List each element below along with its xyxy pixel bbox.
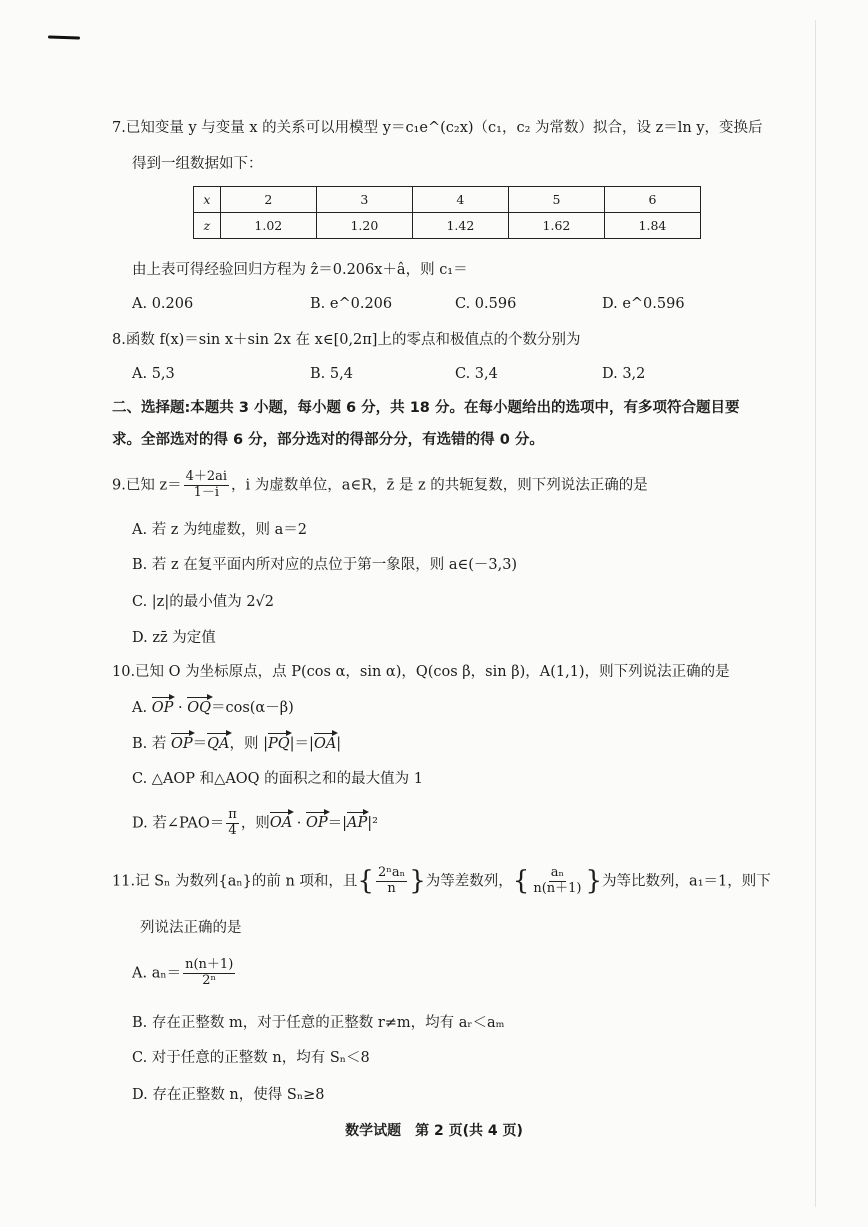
vector-OP: OP: [170, 736, 193, 752]
vector-OP: OP: [306, 815, 328, 832]
table-cell: 1.42: [412, 213, 508, 239]
page-footer: 数学试题 第 2 页(共 4 页): [345, 1123, 523, 1139]
section2-heading: 二、选择题:本题共 3 小题，每小题 6 分，共 18 分。在每小题给出的选项中，有多项符合题目要: [112, 400, 740, 416]
q10-option-b-then: ，则 |: [229, 736, 268, 752]
vector-OA: OA: [269, 815, 293, 832]
q10-option-b-prefix: B. 若: [132, 736, 167, 752]
q9-stem-prefix: 9.已知 z＝: [112, 477, 182, 494]
q10-option-d-fraction: [226, 808, 239, 839]
q11-stem: [112, 866, 771, 897]
q9-option-a: A. 若 z 为纯虚数，则 a＝2: [132, 522, 308, 538]
q7-stem-line3: 由上表可得经验回归方程为 ẑ＝0.206x＋â，则 c₁＝: [132, 262, 468, 278]
q7-option-b: B. e^0.206: [310, 296, 393, 312]
q11-fraction-1: [376, 866, 407, 897]
table-cell: z: [194, 213, 221, 239]
section2-instructions: 求。全部选对的得 6 分，部分选对的得部分分，有选错的得 0 分。: [112, 432, 544, 448]
table-cell: 1.84: [604, 213, 700, 239]
frac-num: aₙ: [550, 865, 565, 881]
q8-option-a: A. 5,3: [132, 366, 175, 382]
table-cell: 3: [316, 187, 412, 213]
q11-option-a-fraction: [183, 958, 235, 989]
q10-option-a: A. OP · OQ＝cos(α－β): [132, 700, 294, 716]
q7-option-a: A. 0.206: [132, 296, 194, 312]
q9-frac-num: 4＋2ai: [185, 469, 228, 484]
frac-num: π: [228, 807, 237, 822]
q10-option-b-end: |: [336, 736, 342, 752]
right-brace: }: [585, 866, 603, 896]
vector-PQ: PQ: [268, 736, 290, 752]
q11-option-a-prefix: A. aₙ＝: [132, 965, 182, 982]
table-cell: x: [194, 187, 221, 213]
frac-num: n(n＋1): [185, 957, 234, 972]
frac-num: 2ⁿaₙ: [377, 865, 406, 881]
q11-stem-prefix: 11.记 Sₙ 为数列{aₙ}的前 n 项和，且: [112, 873, 358, 890]
q9-fraction: [184, 470, 229, 501]
q7-option-c: C. 0.596: [455, 296, 517, 312]
vector-OP: OP: [151, 700, 174, 716]
table-cell: 5: [508, 187, 604, 213]
vector-OA: OA: [313, 736, 337, 752]
q8-stem: 8.函数 f(x)＝sin x＋sin 2x 在 x∈[0,2π]上的零点和极值点的个数分别为: [112, 332, 581, 348]
q10-option-b-eq2: |＝|: [289, 736, 314, 752]
q8-option-b: B. 5,4: [310, 366, 353, 382]
q11-stem-suffix: 为等比数列，a₁＝1，则下: [602, 873, 771, 890]
q7-stem-line2: 得到一组数据如下：: [132, 156, 263, 172]
table-cell: 4: [412, 187, 508, 213]
frac-den: n: [387, 881, 396, 897]
table-cell: 1.20: [316, 213, 412, 239]
q10-stem: 10.已知 O 为坐标原点，点 P(cos α，sin α)，Q(cos β，sin β)，A(1,1)，则下列说法正确的是: [112, 664, 730, 680]
table-cell: 6: [604, 187, 700, 213]
q10-option-c: C. △AOP 和△AOQ 的面积之和的最大值为 1: [132, 771, 424, 787]
q10-option-a-text: ＝cos(α－β): [210, 700, 294, 716]
q11-option-d: D. 存在正整数 n，使得 Sₙ≥8: [132, 1087, 325, 1103]
frac-den: 2ⁿ: [202, 972, 217, 988]
q7-data-table: [193, 186, 701, 239]
right-brace: }: [409, 866, 426, 896]
q10-option-d-mid: ，则: [240, 815, 270, 832]
table-row: [194, 187, 701, 213]
table-cell: 1.62: [508, 213, 604, 239]
q9-stem: [112, 470, 648, 501]
q9-option-b: B. 若 z 在复平面内所对应的点位于第一象限，则 a∈(－3,3): [132, 557, 518, 573]
left-brace: {: [357, 866, 374, 896]
table-cell: 1.02: [220, 213, 316, 239]
q8-option-c: C. 3,4: [455, 366, 498, 382]
vector-AP: AP: [347, 815, 368, 832]
left-brace: {: [512, 866, 530, 896]
q7-stem-line1: 7.已知变量 y 与变量 x 的关系可以用模型 y＝c₁e^(c₂x)（c₁，c₂ 为常数）拟合，设 z＝ln y，变换后: [112, 120, 763, 136]
page-edge-line: [815, 20, 816, 1207]
q10-option-b: [132, 736, 341, 753]
vector-OQ: OQ: [187, 700, 211, 716]
vector-QA: QA: [207, 736, 230, 752]
q7-option-d: D. e^0.596: [602, 296, 685, 312]
q9-stem-suffix: ，i 为虚数单位，a∈R，z̄ 是 z 的共轭复数，则下列说法正确的是: [231, 477, 648, 494]
q11-option-c: C. 对于任意的正整数 n，均有 Sₙ＜8: [132, 1050, 370, 1066]
frac-den: 4: [228, 822, 237, 838]
table-cell: 2: [220, 187, 316, 213]
scan-mark: [48, 35, 80, 39]
q10-option-d-prefix: D. 若∠PAO＝: [132, 815, 225, 832]
q11-fraction-2: [531, 866, 583, 897]
q11-stem-line2: 列说法正确的是: [140, 920, 242, 936]
q11-option-b: B. 存在正整数 m，对于任意的正整数 r≠m，均有 aᵣ＜aₘ: [132, 1015, 505, 1031]
q8-option-d: D. 3,2: [602, 366, 646, 382]
q11-stem-mid: 为等差数列，: [425, 873, 513, 890]
q10-option-d-end: |²: [367, 815, 378, 832]
q10-option-d-eq: ＝|: [327, 815, 348, 832]
q10-option-d: D. 若∠PAO＝ $\frac{\pi}{4}$ ，则OA · OP＝|AP|²: [132, 807, 378, 838]
q9-option-c: C. |z|的最小值为 2√2: [132, 594, 275, 610]
q11-option-a: [132, 958, 237, 989]
frac-den: n(n＋1): [533, 881, 582, 897]
q9-option-d: D. zz̄ 为定值: [132, 630, 216, 646]
q10-option-b-eq: ＝: [192, 736, 208, 752]
table-row: [194, 213, 701, 239]
q9-frac-den: 1－i: [193, 484, 220, 500]
